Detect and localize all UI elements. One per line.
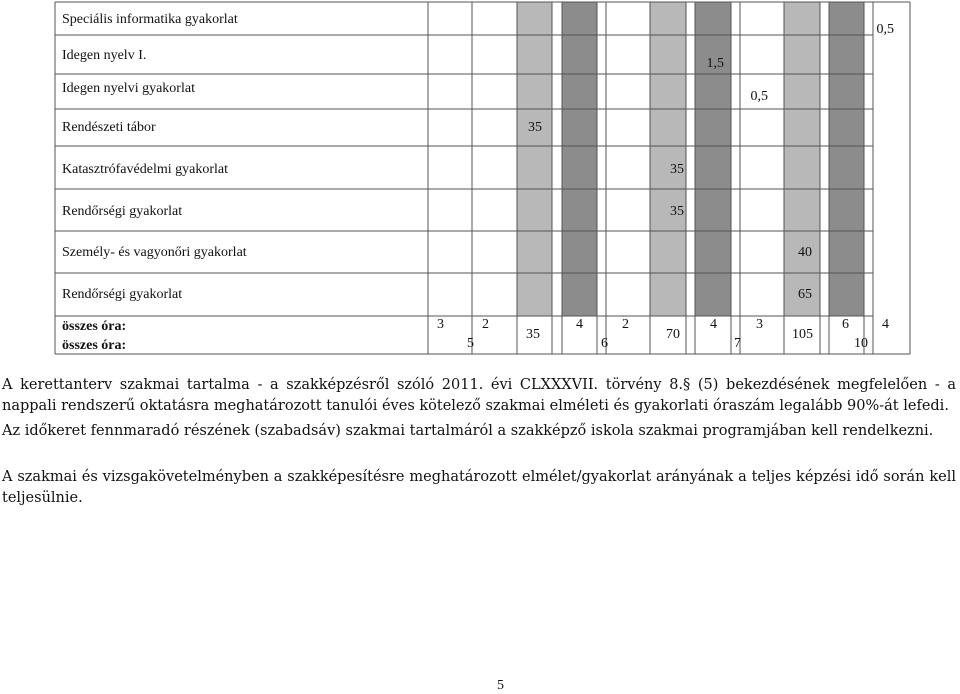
row-label: Rendőrségi gyakorlat <box>62 287 183 302</box>
row-value: 1,5 <box>706 56 724 71</box>
total-value: 2 <box>482 317 489 332</box>
row-label: Katasztrófavédelmi gyakorlat <box>62 162 228 177</box>
row-value: 65 <box>798 287 812 302</box>
total-merged-value: 105 <box>792 327 813 342</box>
total-value: 3 <box>437 317 444 332</box>
shaded-column <box>650 2 686 316</box>
total-value: 4 <box>710 317 717 332</box>
row-label: Idegen nyelvi gyakorlat <box>62 81 195 96</box>
paragraph: A kerettanterv szakmai tartalma - a szakképzésről szóló 2011. évi CLXXXVII. törvény 8.§ (5) bekezdésének megfelelően - a nappali rendszerű oktatásra meghatározott tanulói éves kötelező szakmai elméleti és gyakorlati óraszám legalább 90%-át lefedi. <box>2 377 956 414</box>
shaded-column <box>517 2 552 316</box>
total-value: 7 <box>734 336 741 351</box>
row-value: 35 <box>528 120 542 135</box>
totals-label: összes óra: <box>62 338 127 353</box>
row-label: Személy- és vagyonőri gyakorlat <box>62 245 247 260</box>
shaded-column <box>829 2 864 316</box>
total-value: 4 <box>882 317 889 332</box>
shaded-column <box>695 2 731 316</box>
row-value: 35 <box>670 162 684 177</box>
total-merged-value: 70 <box>666 327 680 342</box>
row-value: 0,5 <box>876 22 894 37</box>
total-value: 4 <box>576 317 583 332</box>
total-value: 10 <box>854 336 868 351</box>
row-value: 40 <box>798 245 812 260</box>
total-value: 6 <box>601 336 608 351</box>
row-label: Rendőrségi gyakorlat <box>62 204 183 219</box>
row-label: Idegen nyelv I. <box>62 48 147 63</box>
row-value: 35 <box>670 204 684 219</box>
paragraph: A szakmai és vizsgakövetelményben a szakképesítésre meghatározott elmélet/gyakorlat arányának a teljes képzési idő során kell teljesülnie. <box>2 469 956 506</box>
row-value: 0,5 <box>750 89 768 104</box>
shaded-column <box>562 2 597 316</box>
total-value: 5 <box>467 336 474 351</box>
page-number: 5 <box>497 678 504 693</box>
shaded-column <box>784 2 820 316</box>
total-merged-value: 35 <box>526 327 540 342</box>
totals-label: összes óra: <box>62 319 127 334</box>
total-value: 3 <box>756 317 763 332</box>
row-label: Speciális informatika gyakorlat <box>62 12 238 27</box>
total-value: 6 <box>842 317 849 332</box>
total-value: 2 <box>622 317 629 332</box>
paragraph: Az időkeret fennmaradó részének (szabadsáv) szakmai tartalmáról a szakképző iskola szakmai programjában kell rendelkezni. <box>2 423 934 439</box>
row-label: Rendészeti tábor <box>62 120 156 135</box>
